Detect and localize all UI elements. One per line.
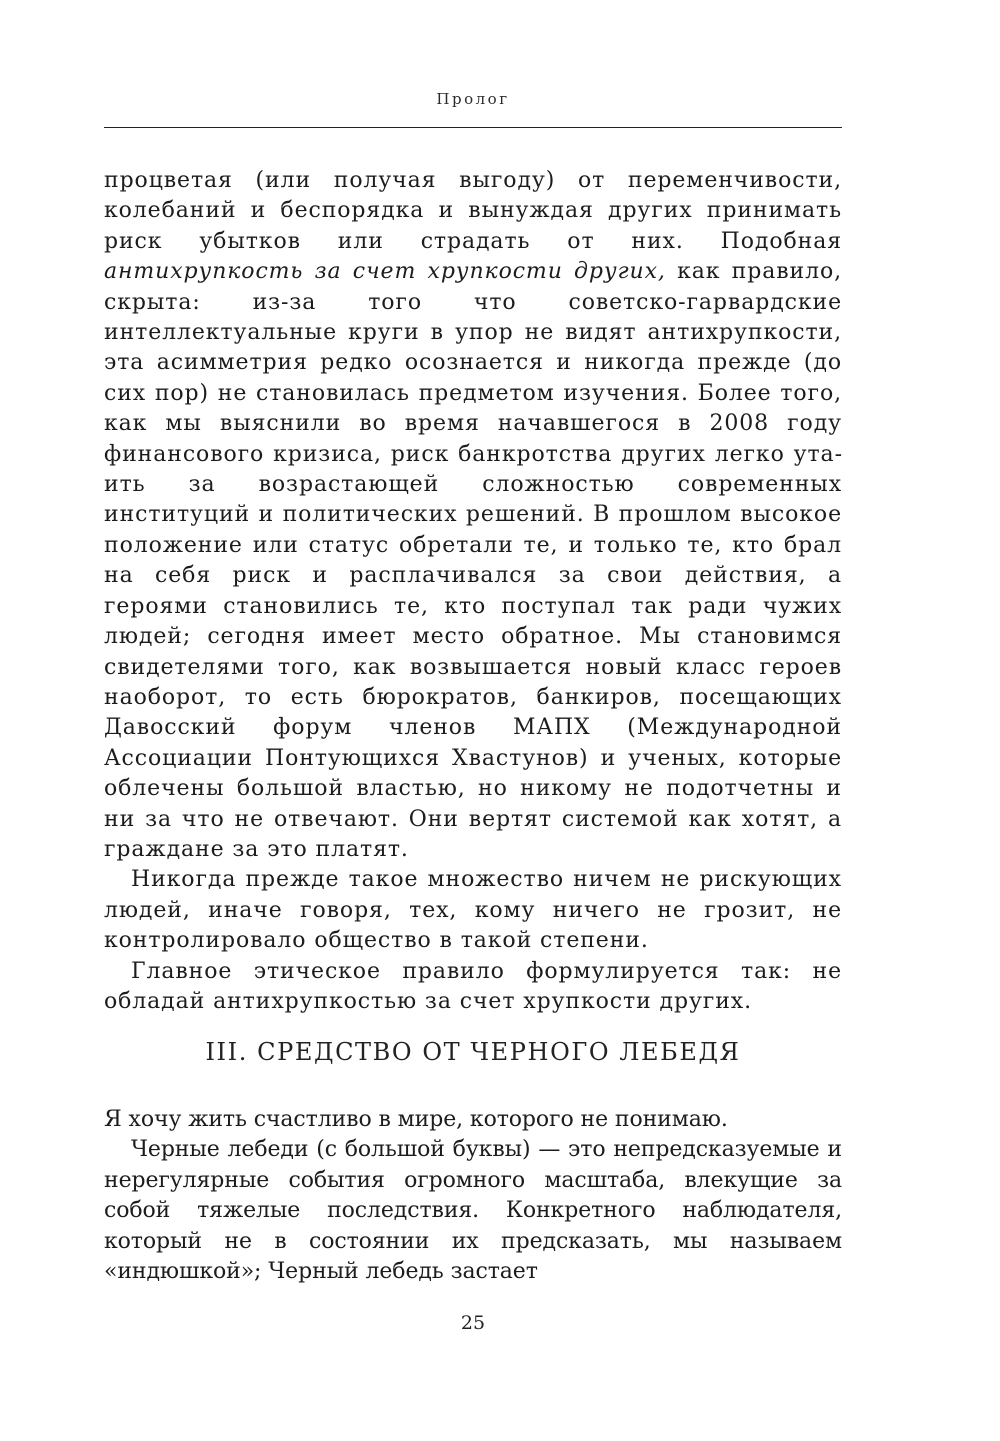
running-head: Пролог (436, 90, 510, 108)
body-text-bottom (104, 1105, 842, 1287)
paragraph-continuation (104, 166, 842, 865)
body-text-top (104, 166, 842, 1017)
paragraph: Никогда прежде такое множество ничем не рискующих людей, иначе говоря, тех, кому ничего не грозит, не контролировало общество в такой степени. (104, 867, 842, 954)
italic-phrase: антихрупкость за счет хрупкости других, (104, 259, 666, 285)
header-rule (104, 127, 842, 128)
paragraph-text: как правило, скрыта: из-за того что советско-гарвардские интеллектуальные круги в упор не видят антихрупкости, эта асимметрия редко осознается и никогда прежде (до сих пор) не становилась предметом изучения. Более того, как мы выяснили во время начавшегося в 2008 году финансового кризиса, риск банкротства других легко утаить за возрастающей сложностью современных институций и политических решений. В прошлом высокое положение или статус обретали те, и только те, кто брал на себя риск и расплачивался за свои действия, а героями становились те, кто поступал так ради чужих людей; сегодня имеет место обратное. Мы становимся свидетелями того, как возвышается новый класс героев наоборот, то есть бюрократов, банкиров, посещающих Давосский форум членов МАПХ (Международной Ассоциации Понтующихся Хвастунов) и ученых, которые облечены большой властью, но никому не подотчетны и ни за что не отвечают. Они вертят системой как хотят, а граждане за это платят. (104, 259, 842, 862)
paragraph: Черные лебеди (с большой буквы) — это непредсказуемые и нерегулярные события огромного масштаба, влекущие за собой тяжелые последствия. Конкретного наблюдателя, который не в состоянии их предсказать, мы называем «индюшкой»; Черный лебедь застает (104, 1137, 842, 1285)
paragraph-text: процветая (или получая выгоду) от переменчивости, колебаний и беспорядка и вынуждая других принимать риск убытков или страдать от них. Подобная (104, 168, 842, 254)
page-number: 25 (460, 1312, 486, 1334)
paragraph: Главное этическое правило формулируется так: не обладай антихрупкостью за счет хрупкости других. (104, 958, 842, 1014)
section-title: III. СРЕДСТВО ОТ ЧЕРНОГО ЛЕБЕДЯ (205, 1038, 741, 1066)
epigraph-line: Я хочу жить счастливо в мире, которого не понимаю. (104, 1107, 728, 1132)
